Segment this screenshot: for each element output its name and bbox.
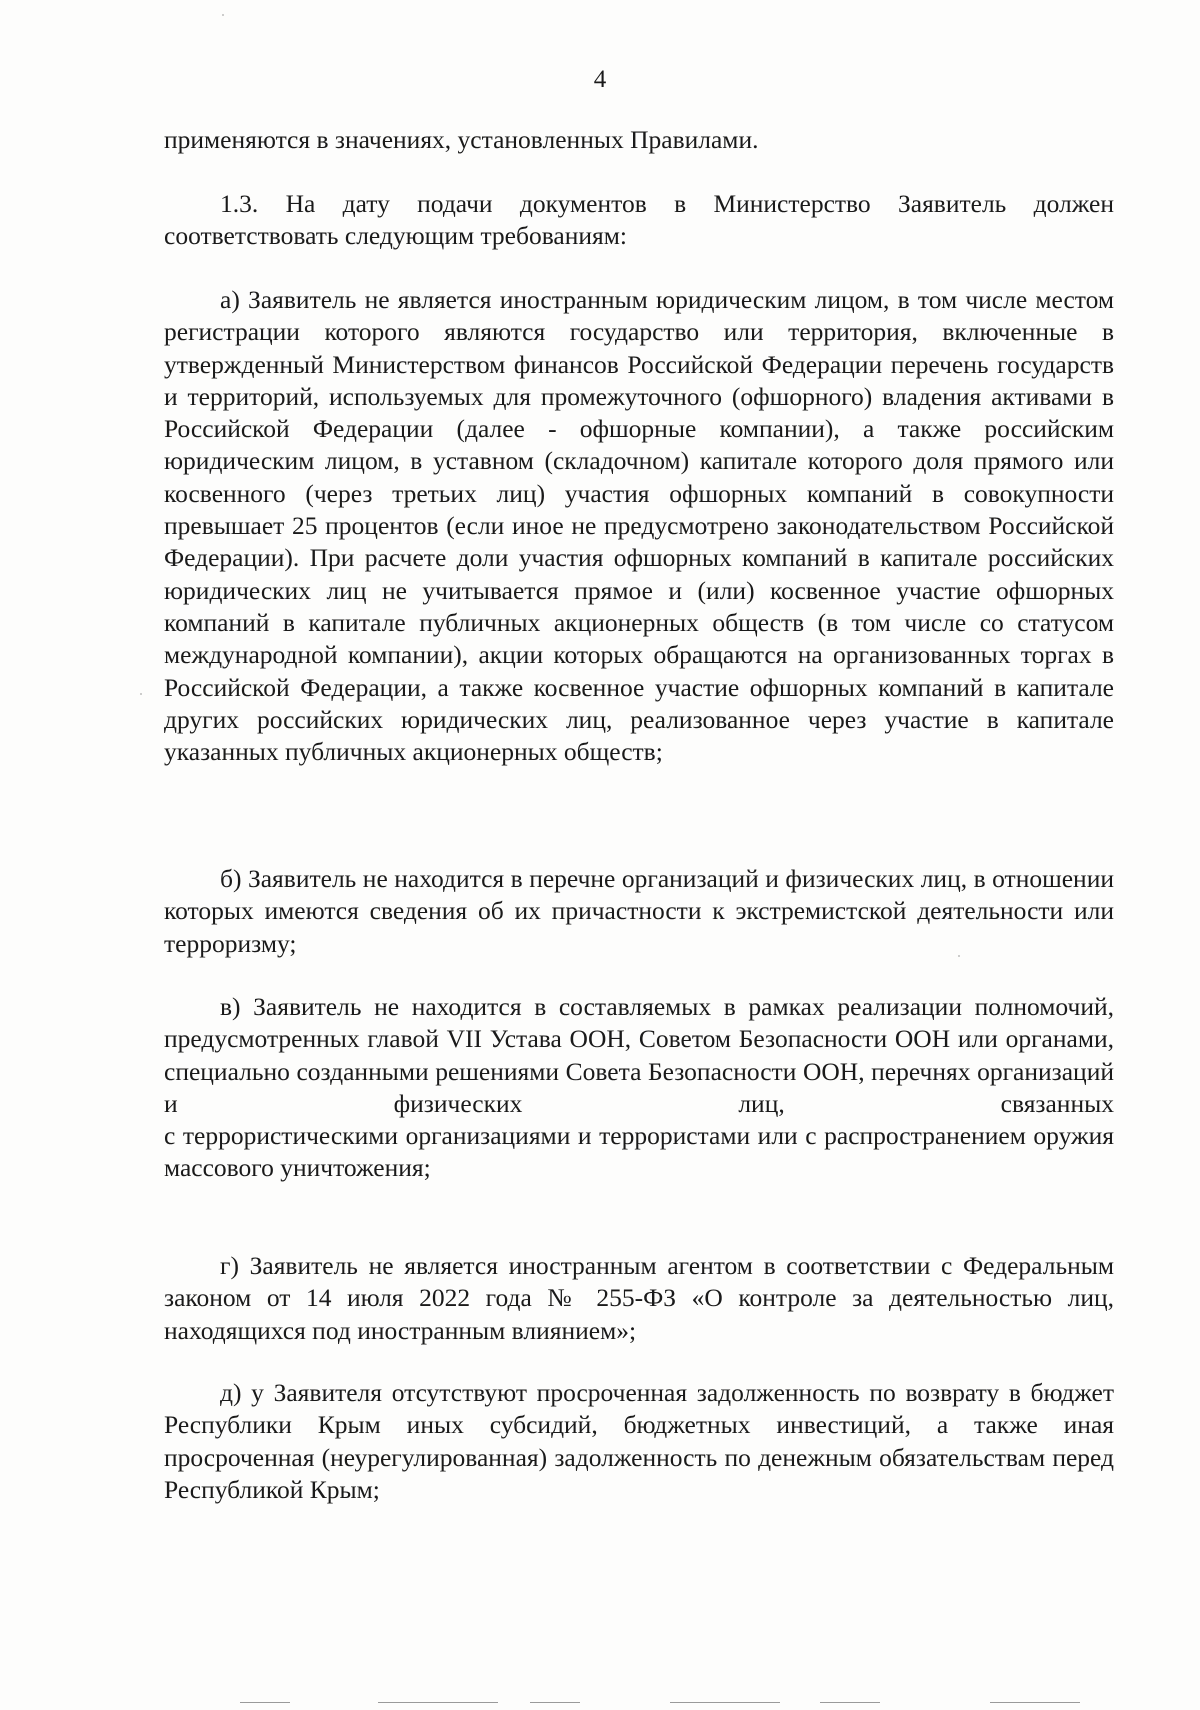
- scan-edge-mark: [670, 1702, 780, 1703]
- paragraph-item-d: д) у Заявителя отсутствуют просроченная задолженность по возврату в бюджет Республики Крым иных субсидий, бюджетных инвестиций, а также иная просроченная (неурегулированная) задолженность по денежным обязательствам перед Республикой Крым;: [164, 1378, 1114, 1504]
- scan-edge-mark: [378, 1702, 498, 1703]
- paragraph-item-b: б) Заявитель не находится в перечне организаций и физических лиц, в отношении которых имеются сведения об их причастности к экстремистской деятельности или терроризму;: [164, 864, 1114, 958]
- scan-speck: [958, 955, 960, 957]
- scan-speck: [222, 14, 224, 16]
- paragraph-item-g: г) Заявитель не является иностранным агентом в соответствии с Федеральным законом от 14 июля 2022 года № 255-ФЗ «О контроле за деятельностью лиц, находящихся под иностранным влиянием»;: [164, 1251, 1114, 1345]
- scan-edge-mark: [990, 1702, 1080, 1703]
- paragraph-1-3: 1.3. На дату подачи документов в Министерство Заявитель должен соответствовать следующим требованиям:: [164, 189, 1114, 251]
- paragraph-item-a: а) Заявитель не является иностранным юридическим лицом, в том числе местом регистрации которого являются государство или территория, включенные в утвержденный Министерством финансов Российской Федерации перечень государств и территорий, используемых для промежуточного (офшорного) владения активами в Российской Федерации (далее - офшорные компании), а также российским юридическим лицом, в уставном (складочном) капитале которого доля прямого или косвенного (через третьих лиц) участия офшорных компаний в совокупности превышает 25 процентов (если иное не предусмотрено законодательством Российской Федерации). При расчете доли участия офшорных компаний в капитале российских юридических лиц не учитывается прямое и (или) косвенное участие офшорных компаний в капитале публичных акционерных обществ (в том числе со статусом международной компании), акции которых обращаются на организованных торгах в Российской Федерации, а также косвенное участие офшорных компаний в капитале других российских юридических лиц, реализованное через участие в капитале указанных публичных акционерных обществ;: [164, 285, 1114, 767]
- page-number: 4: [593, 66, 607, 93]
- scan-speck: [140, 693, 142, 695]
- scan-edge-mark: [530, 1702, 580, 1703]
- scan-edge-mark: [240, 1702, 290, 1703]
- paragraph-item-v-part1: в) Заявитель не находится в составляемых в рамках реализации полномочий, предусмотренных главой VII Устава ООН, Советом Безопасности ООН или органами, специально созданными решениями Совета Безопасности ООН, перечнях организаций и физических лиц, связанных: [164, 992, 1114, 1118]
- paragraph-item-v: [164, 991, 1114, 1185]
- paragraph-item-v-part2: с террористическими организациями и террористами или с распространением оружия массового уничтожения;: [164, 1121, 1114, 1183]
- scan-edge-mark: [820, 1702, 880, 1703]
- paragraph-continuation: применяются в значениях, установленных Правилами.: [164, 125, 759, 154]
